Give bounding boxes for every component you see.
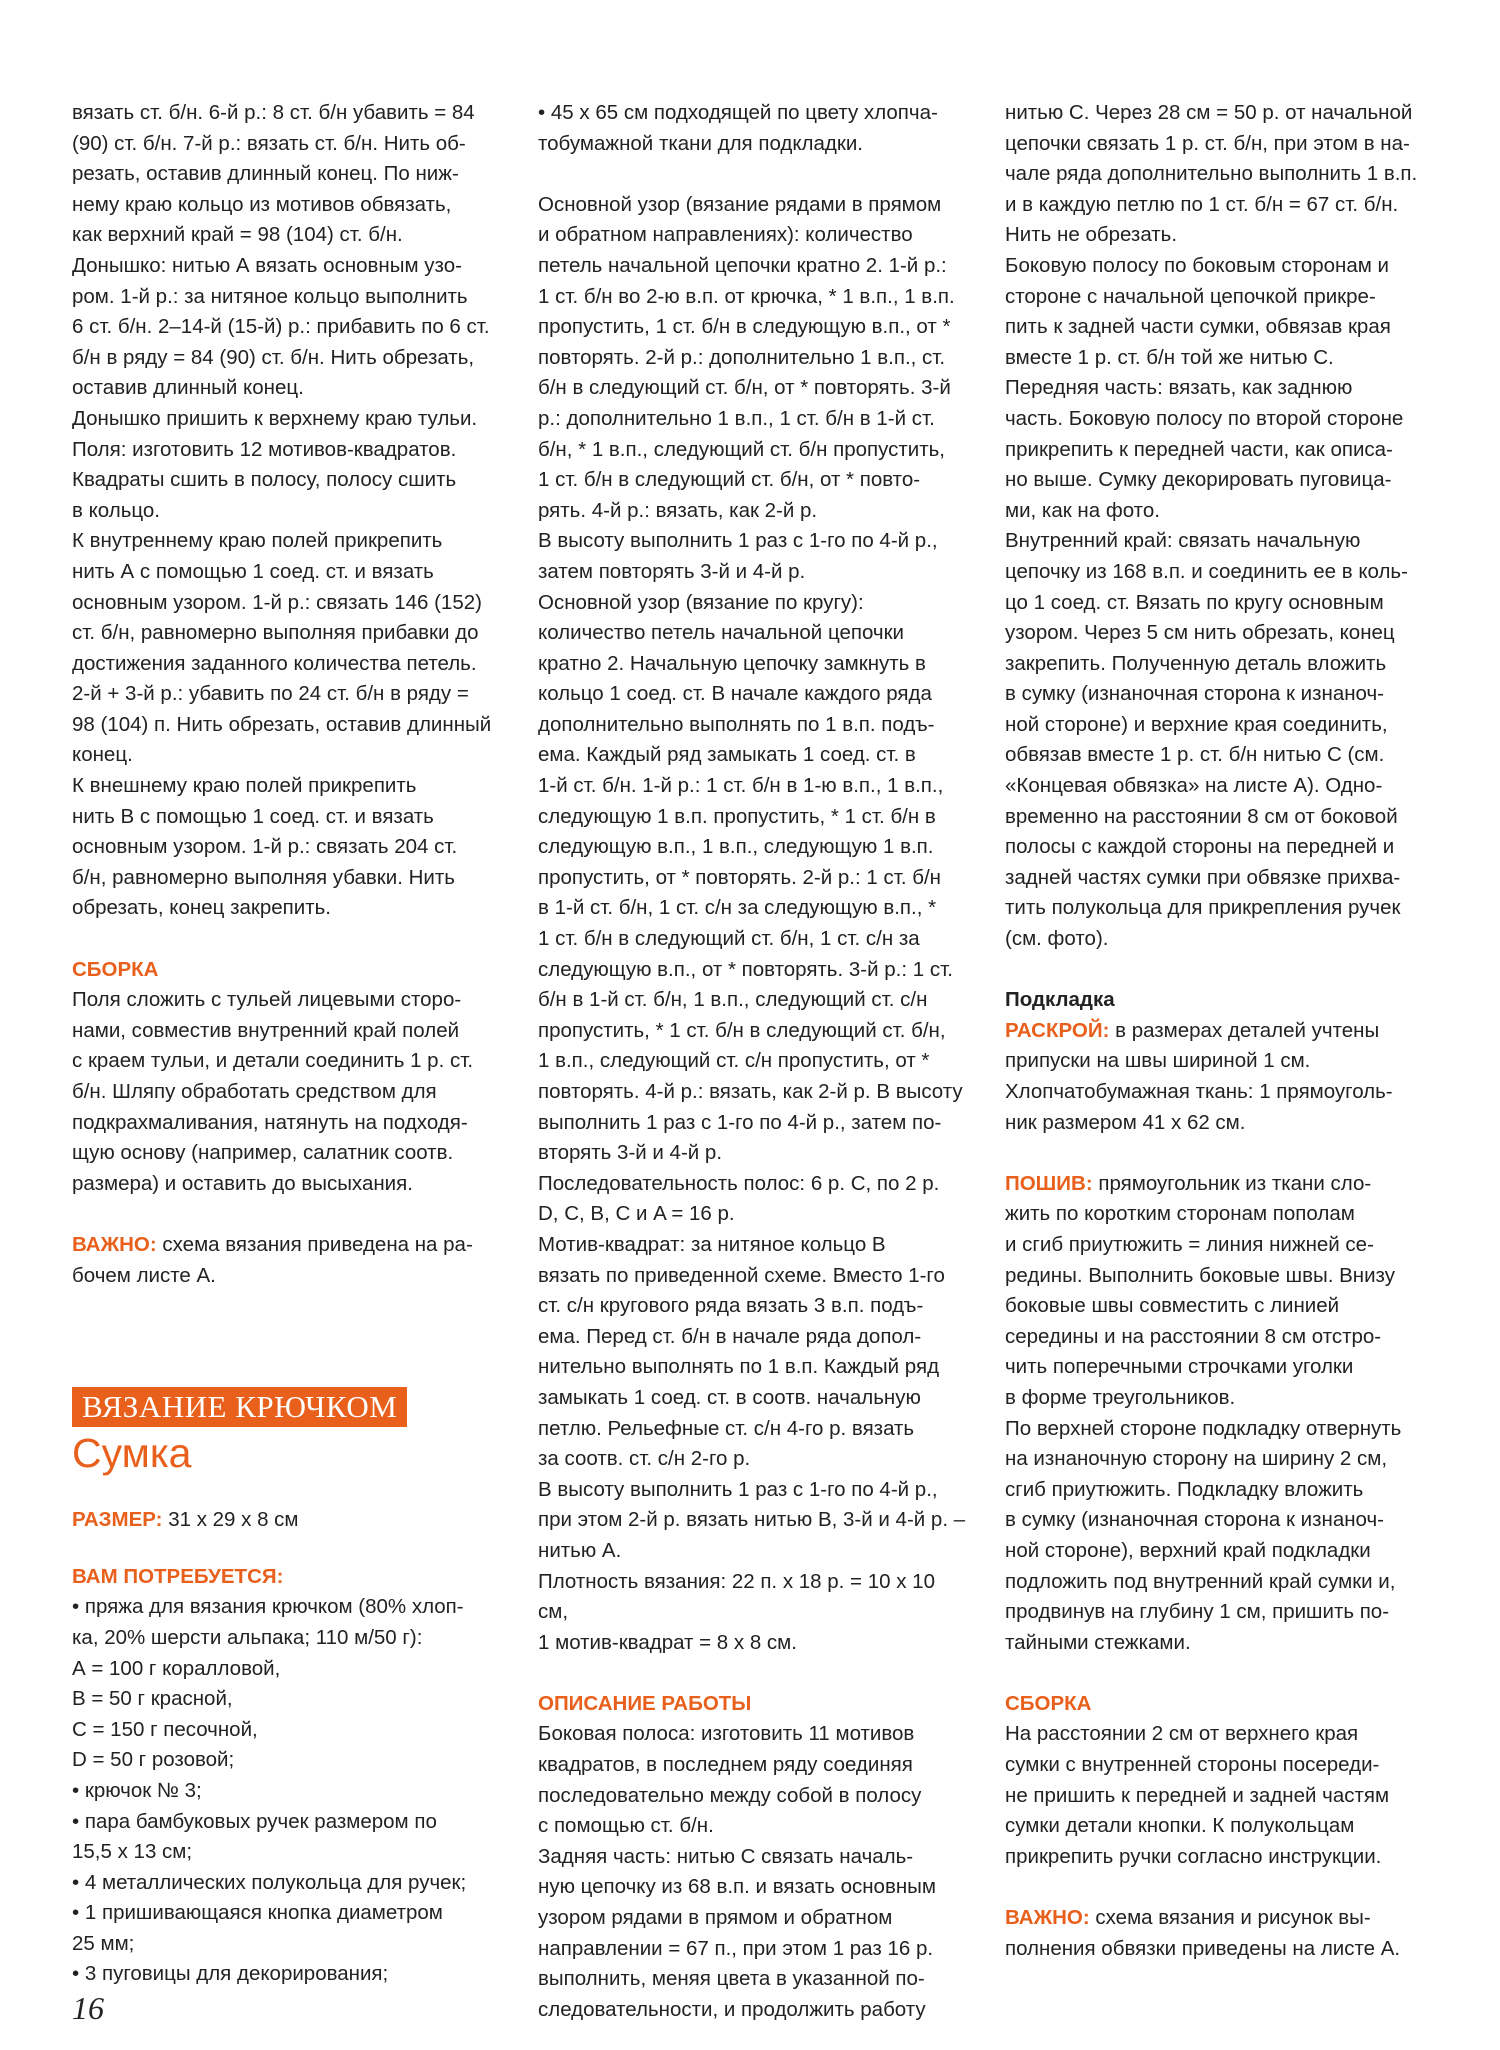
paragraph-gauge: Плотность вязания: 22 п. x 18 р. = 10 x 10 см, 1 мотив-квадрат = 8 x 8 см. xyxy=(538,1569,935,1654)
important-text-bag: схема вязания и рисунок вы- полнения обвязки приведены на листе А. xyxy=(1005,1906,1401,1960)
paragraph-cut xyxy=(1005,1016,1455,1077)
paragraph-front: Передняя часть: вязать, как заднюю часть. Боковую полосу по второй стороне прикрепить к передней части, как описа- но выше. Сумку декорировать пуговица- ми, как на фото. xyxy=(1005,376,1404,522)
paragraph-bottom-sew: Донышко пришить к верхнему краю тульи. xyxy=(72,406,478,430)
cut-label: РАСКРОЙ: xyxy=(1005,1018,1110,1042)
paragraph-pattern-round: Основной узор (вязание по кругу): количество петель начальной цепочки кратно 2. Начальную цепочку замкнуть в кольцо 1 соед. ст. В начале каждого ряда дополнительно выполнять по 1 в.п. подъ- ема. Каждый ряд замыкать 1 соед. ст. в 1-й ст. б/н. 1-й р.: 1 ст. б/н в 1-ю в.п., 1 в.п., следующую 1 в.п. пропустить, * 1 ст. б/н в следующую в.п., 1 в.п., следующую 1 в.п. пропустить, от * повторять. 2-й р.: 1 ст. б/н в 1-й ст. б/н, 1 ст. с/н за следующую в.п., * 1 ст. б/н в следующий ст. б/н, 1 ст. с/н за следующую в.п., от * повторять. 3-й р.: 1 ст. б/н в 1-й ст. б/н, 1 в.п., следующий ст. с/н пропустить, * 1 ст. б/н в следующий ст. б/н, 1 в.п., следующий ст. с/н пропустить, от * повторять. 4-й р.: вязать, как 2-й р. В высоту выполнить 1 раз с 1-го по 4-й р., затем по- вторять 3-й и 4-й р. xyxy=(538,590,963,1165)
section-heading-assembly-bag: СБОРКА xyxy=(1005,1691,1092,1715)
section-heading-materials: ВАМ ПОТРЕБУЕТСЯ: xyxy=(72,1564,284,1588)
paragraph-back-continued: нитью С. Через 28 см = 50 р. от начальной цепочки связать 1 р. ст. б/н, при этом в на- чале ряда дополнительно выполнить 1 в.п. и в каждую петлю по 1 ст. б/н = 67 ст. б/н. Нить не обрезать. xyxy=(1005,101,1418,247)
column-1 xyxy=(72,98,502,1990)
article-title: Сумка xyxy=(72,1430,192,1477)
size-text: 31 x 29 x 8 см xyxy=(162,1508,299,1532)
sew-label: ПОШИВ: xyxy=(1005,1171,1093,1195)
paragraph-lining-fold: По верхней стороне подкладку отвернуть на изнаночную сторону на ширину 2 см, сгиб приутюжить. Подкладку вложить в сумку (изнаночная сторона к изнаноч- ной стороне), верхний край подкладки подложить под внутренний край сумки и, продвинув на глубину 1 см, пришить по- тайными стежками. xyxy=(1005,1416,1402,1654)
paragraph-size xyxy=(72,1505,502,1536)
paragraph-back: Задняя часть: нитью С связать началь- ную цепочку из 68 в.п. и вязать основным узором рядами в прямом и обратном направлении = 67 п., при этом 1 раз 16 р. выполнить, меняя цвета в указанной по- следовательности, и продолжить работу xyxy=(538,1844,936,2021)
column-2 xyxy=(538,98,968,2025)
page-number: 16 xyxy=(72,1990,104,2026)
category-banner: ВЯЗАНИЕ КРЮЧКОМ xyxy=(72,1387,407,1427)
section-heading-lining: Подкладка xyxy=(1005,988,1115,1012)
paragraph-important xyxy=(72,1230,502,1291)
paragraph-assembly-bag: На расстоянии 2 см от верхнего края сумки с внутренней стороны посереди- не пришить к передней и задней частям сумки детали кнопки. К полукольцам прикрепить ручки согласно инструкции. xyxy=(1005,1722,1390,1868)
paragraph-sewing xyxy=(1005,1169,1455,1414)
paragraph-assembly: Поля сложить с тульей лицевыми сторо- нами, совместив внутренний край полей с краем тульи, и детали соединить 1 р. ст. б/н. Шляпу обработать средством для подкрахмаливания, натянуть на подходя- щую основу (например, салатник соотв. размера) и оставить до высыхания. xyxy=(72,988,474,1195)
paragraph-hat-row6: вязать ст. б/н. 6-й р.: 8 ст. б/н убавить = 84 (90) ст. б/н. 7-й р.: вязать ст. б/н. Нить об- резать, оставив длинный конец. По ниж- нему краю кольцо из мотивов обвязать, как верхний край = 98 (104) ст. б/н. xyxy=(72,101,475,247)
section-heading-assembly: СБОРКА xyxy=(72,957,159,981)
paragraph-pattern-height: В высоту выполнить 1 раз с 1-го по 4-й р., затем повторять 3-й и 4-й р. xyxy=(538,529,938,583)
size-label: РАЗМЕР: xyxy=(72,1508,163,1532)
column-3 xyxy=(1005,98,1455,1964)
section-heading-work: ОПИСАНИЕ РАБОТЫ xyxy=(538,1691,752,1715)
paragraph-pattern-rows: Основной узор (вязание рядами в прямом и обратном направлениях): количество петель начальной цепочки кратно 2. 1-й р.: 1 ст. б/н во 2-ю в.п. от крючка, * 1 в.п., 1 в.п. пропустить, 1 ст. б/н в следующую в.п., от * повторять. 2-й р.: дополнительно 1 в.п., ст. б/н в следующий ст. б/н, от * повторять. 3-й р.: дополнительно 1 в.п., 1 ст. б/н в 1-й ст. б/н, * 1 в.п., следующий ст. б/н пропустить, 1 ст. б/н в следующий ст. б/н, от * повто- рять. 4-й р.: вязать, как 2-й р. xyxy=(538,192,955,522)
important-text: схема вязания приведена на ра- бочем листе А. xyxy=(72,1232,473,1287)
paragraph-motif-square: Мотив-квадрат: за нитяное кольцо В вязать по приведенной схеме. Вместо 1-го ст. с/н кругового ряда вязать 3 в.п. подъ- ема. Перед ст. б/н в начале ряда допол- нительно выполнять по 1 в.п. Каждый ряд замыкать 1 соед. ст. в соотв. начальную петлю. Рельефные ст. с/н 4-го р. вязать за соотв. ст. с/н 2-го р. xyxy=(538,1232,945,1471)
paragraph-lining-fabric: Хлопчатобумажная ткань: 1 прямоуголь- ник размером 41 x 62 см. xyxy=(1005,1080,1393,1134)
paragraph-motif-height: В высоту выполнить 1 раз с 1-го по 4-й р., при этом 2-й р. вязать нитью В, 3-й и 4-й р. – нитью А. xyxy=(538,1477,966,1562)
paragraph-brim-outer: К внешнему краю полей прикрепить нить В с помощью 1 соед. ст. и вязать основным узором. 1-й р.: связать 204 ст. б/н, равномерно выполняя убавки. Нить обрезать, конец закрепить. xyxy=(72,774,458,920)
paragraph-side-strip-attach: Боковую полосу по боковым сторонам и стороне с начальной цепочкой прикре- пить к задней части сумки, обвязав края вместе 1 р. ст. б/н той же нитью С. xyxy=(1005,253,1391,369)
paragraph-fabric: • 45 x 65 см подходящей по цвету хлопча- тобумажной ткани для подкладки. xyxy=(538,101,938,155)
paragraph-brim-inner: К внутреннему краю полей прикрепить нить А с помощью 1 соед. ст. и вязать основным узором. 1-й р.: связать 146 (152) ст. б/н, равномерно выполняя прибавки до достижения заданного количества петель. 2-й + 3-й р.: убавить по 24 ст. б/н в ряду = 98 (104) п. Нить обрезать, оставив длинный конец. xyxy=(72,529,492,767)
paragraph-brim: Поля: изготовить 12 мотивов-квадратов. Квадраты сшить в полосу, полосу сшить в кольцо. xyxy=(72,437,457,522)
important-label-bag: ВАЖНО: xyxy=(1005,1906,1090,1930)
paragraph-stripe-sequence: Последовательность полос: 6 р. С, по 2 р. D, C, B, C и A = 16 р. xyxy=(538,1171,940,1226)
cut-text: в размерах деталей учтены припуски на швы шириной 1 см. xyxy=(1005,1018,1380,1073)
materials-list: • пряжа для вязания крючком (80% хлоп- ка, 20% шерсти альпака; 110 м/50 г): А = 100 г коралловой, В = 50 г красной, С = 150 г песочной, D = 50 г розовой; • крючок № 3; • пара бамбуковых ручек размером по 15,5 x 13 см; • 4 металлических полукольца для ручек; • 1 пришивающаяся кнопка диаметром 25 мм; • 3 пуговицы для декорирования; xyxy=(72,1595,467,1986)
paragraph-inner-edge: Внутренний край: связать начальную цепочку из 168 в.п. и соединить ее в коль- цо 1 соед. ст. Вязать по кругу основным узором. Через 5 см нить обрезать, конец закрепить. Полученную деталь вложить в сумку (изнаночная сторона к изнаноч- ной стороне) и верхние края соединить, обвязав вместе 1 р. ст. б/н нитью С (см. «Концевая обвязка» на листе А). Одно- временно на расстоянии 8 см от боковой полосы с каждой стороны на передней и задней частях сумки при обвязке прихва- тить полукольца для прикрепления ручек (см. фото). xyxy=(1005,529,1408,951)
paragraph-important-bag xyxy=(1005,1903,1455,1964)
important-label: ВАЖНО: xyxy=(72,1232,157,1256)
sew-text: прямоугольник из ткани сло- жить по коротким сторонам пополам и сгиб приутюжить = линия нижней се- редины. Выполнить боковые швы. Внизу боковые швы совместить с линией середины и на расстоянии 8 см отстро- чить поперечными строчками уголки в форме треугольников. xyxy=(1005,1171,1395,1409)
paragraph-bottom: Донышко: нитью А вязать основным узо- ром. 1-й р.: за нитяное кольцо выполнить 6 ст. б/н. 2–14-й (15-й) р.: прибавить по 6 ст. б/н в ряду = 84 (90) ст. б/н. Нить обрезать, оставив длинный конец. xyxy=(72,253,490,400)
paragraph-side-strip: Боковая полоса: изготовить 11 мотивов квадратов, в последнем ряду соединяя последовательно между собой в полосу с помощью ст. б/н. xyxy=(538,1722,922,1838)
